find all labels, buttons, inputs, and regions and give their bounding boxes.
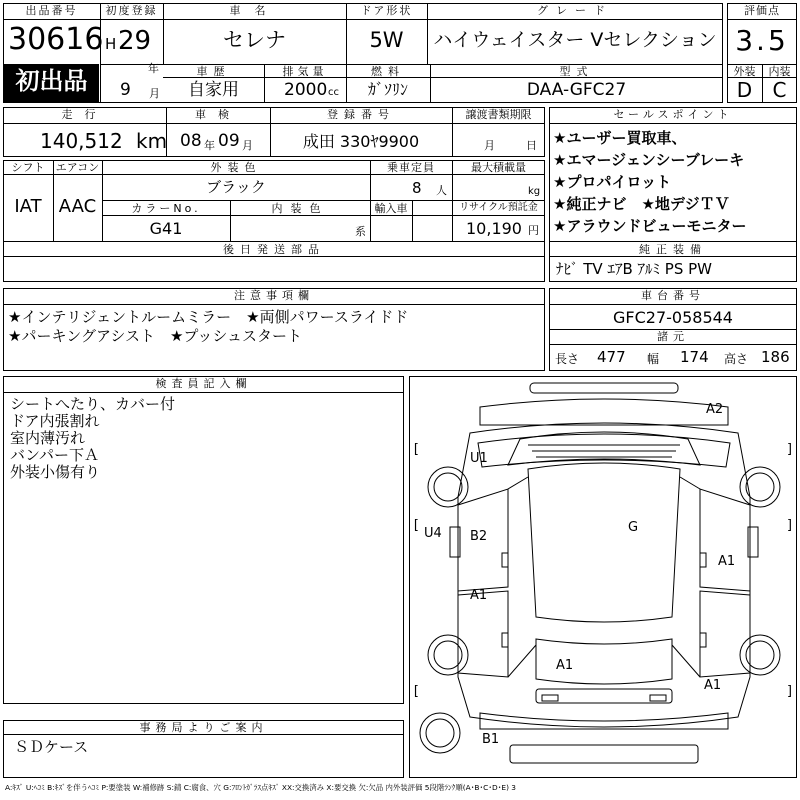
factory-equipment: ﾅﾋﾞ TV ｴｱB ｱﾙﾐ PS PW bbox=[556, 260, 712, 278]
shift-label: シフト bbox=[11, 161, 45, 174]
era: H bbox=[105, 35, 117, 53]
inspector-label: 検査員記入欄 bbox=[155, 377, 252, 390]
inspection-month-unit: 月 bbox=[242, 139, 253, 152]
inspection-month: 09 bbox=[218, 131, 240, 151]
transfer-day-unit: 日 bbox=[526, 139, 537, 152]
capacity-unit: 人 bbox=[436, 184, 447, 197]
damage-mark-b2: B2 bbox=[470, 529, 488, 544]
svg-text:[: [ bbox=[412, 684, 420, 699]
sales-point-item: ★エマージェンシーブレーキ bbox=[553, 151, 745, 169]
chassis-number: GFC27-058544 bbox=[613, 308, 733, 327]
transfer-deadline-label: 譲渡書類期限 bbox=[465, 108, 532, 121]
inspector-line: 室内薄汚れ bbox=[10, 429, 86, 447]
car-name-label: 車名 bbox=[229, 4, 280, 17]
capacity-label: 乗車定員 bbox=[387, 161, 435, 174]
inspector-line: ドア内張割れ bbox=[10, 412, 100, 430]
inspection-year: 08 bbox=[180, 131, 202, 151]
sales-point-item: ★ユーザー買取車、 bbox=[553, 129, 687, 147]
interior-grade-label: 内装 bbox=[768, 65, 791, 78]
office-note: ＳＤケース bbox=[14, 738, 89, 756]
inspection-year-unit: 年 bbox=[204, 139, 215, 152]
factory-equipment-label: 純正装備 bbox=[639, 243, 707, 256]
color-no-label: カラーNo. bbox=[131, 202, 201, 215]
length-label: 長さ bbox=[555, 352, 580, 366]
svg-text:[: [ bbox=[412, 518, 420, 533]
import-label: 輸入車 bbox=[374, 202, 408, 215]
car-diagram bbox=[409, 376, 797, 778]
fuel: ｶﾞｿﾘﾝ bbox=[367, 80, 408, 99]
sales-point-item: ★プロパイロット bbox=[553, 173, 672, 191]
damage-mark-a1-bottom-right: A1 bbox=[704, 678, 722, 693]
interior-grade: C bbox=[772, 78, 787, 102]
width-label: 幅 bbox=[647, 352, 660, 366]
exterior-grade: D bbox=[736, 78, 753, 102]
year-unit: 年 bbox=[148, 62, 159, 75]
svg-text:]: ] bbox=[786, 684, 794, 699]
color-no: G41 bbox=[149, 219, 183, 238]
damage-legend: A:ｷｽﾞ U:ﾍｺﾐ B:ｷｽﾞを伴うﾍｺﾐ P:要塗装 W:補修跡 S:錆 C:腐食、穴 G:ﾌﾛﾝﾄｶﾞﾗｽ点ｷｽﾞ XX:交換済み X:要交換 欠:欠品 内外装評価 5段階ﾗﾝｸ順(A･B･C･D･E) 3 bbox=[5, 783, 517, 792]
interior-color-label: 内装色 bbox=[271, 202, 329, 215]
mileage-unit: km bbox=[136, 129, 168, 153]
damage-mark-u1: U1 bbox=[470, 451, 488, 466]
length: 477 bbox=[597, 348, 626, 366]
svg-text:[: [ bbox=[412, 442, 420, 457]
inspector-line: バンパー下Ａ bbox=[10, 446, 99, 464]
note-line: ★パーキングアシスト ★プッシュスタート bbox=[8, 327, 303, 345]
fuel-label: 燃料 bbox=[371, 65, 405, 78]
aircon: AAC bbox=[58, 196, 97, 217]
displacement-unit: cc bbox=[328, 87, 339, 98]
model-code-label: 型式 bbox=[559, 65, 594, 78]
dimensions-label: 諸元 bbox=[657, 330, 689, 343]
damage-mark-a1-bottom: A1 bbox=[556, 658, 574, 673]
height-label: 高さ bbox=[724, 352, 749, 366]
transfer-month-unit: 月 bbox=[484, 139, 495, 152]
height: 186 bbox=[761, 348, 790, 366]
displacement-label: 排気量 bbox=[282, 65, 328, 78]
displacement: 2000 bbox=[284, 80, 328, 100]
specs-grid bbox=[3, 160, 545, 282]
office-label: 事務局よりご案内 bbox=[139, 721, 268, 734]
registration-number-label: 登録番号 bbox=[327, 108, 395, 121]
exterior-color: ブラック bbox=[206, 178, 266, 196]
recycle-fee: 10,190 bbox=[466, 219, 522, 238]
score-label: 評価点 bbox=[744, 4, 780, 17]
chassis-label: 車台番号 bbox=[641, 289, 705, 302]
later-parts-label: 後日発送部品 bbox=[223, 243, 325, 256]
mileage-label: 走行 bbox=[61, 108, 108, 121]
model-code: DAA-GFC27 bbox=[526, 80, 627, 100]
door-type: 5W bbox=[369, 28, 404, 52]
capacity: 8 bbox=[412, 179, 422, 197]
aircon-label: エアコン bbox=[55, 161, 100, 174]
width: 174 bbox=[680, 348, 709, 366]
grade: ハイウェイスター Vセレクション bbox=[433, 29, 717, 51]
score-value: 3.5 bbox=[735, 24, 789, 57]
vehicle-history: 自家用 bbox=[188, 80, 239, 100]
vehicle-history-label: 車歴 bbox=[196, 65, 231, 78]
damage-mark-u4: U4 bbox=[424, 526, 442, 541]
damage-mark-b1: B1 bbox=[482, 732, 500, 747]
registration-month: 9 bbox=[120, 80, 131, 100]
sales-points-label: セールスポイント bbox=[613, 108, 733, 121]
damage-mark-a2: A2 bbox=[706, 402, 724, 417]
interior-color-suffix: 系 bbox=[355, 225, 366, 238]
notes-label: 注意事項欄 bbox=[234, 289, 314, 302]
inspector-line: 外装小傷有り bbox=[10, 463, 101, 481]
exterior-grade-label: 外装 bbox=[733, 65, 756, 78]
car-outline-icon bbox=[410, 377, 798, 779]
damage-mark-g: G bbox=[628, 520, 639, 535]
damage-mark-a1-left: A1 bbox=[470, 588, 488, 603]
month-unit: 月 bbox=[149, 87, 160, 100]
exterior-color-label: 外装色 bbox=[210, 161, 262, 174]
svg-text:]: ] bbox=[786, 442, 794, 457]
damage-mark-a1-right: A1 bbox=[718, 554, 736, 569]
recycle-unit: 円 bbox=[528, 224, 539, 237]
sales-point-item: ★純正ナビ ★地デジＴＶ bbox=[553, 195, 730, 213]
recycle-label: リサイクル預託金 bbox=[459, 202, 538, 213]
note-line: ★インテリジェントルームミラー ★両側パワースライドド bbox=[8, 308, 409, 326]
sales-point-item: ★アラウンドビューモニター bbox=[553, 217, 747, 235]
door-type-label: ドア形状 bbox=[360, 4, 413, 17]
mileage: 140,512 bbox=[40, 129, 123, 153]
inspector-line: シートへたり、カバー付 bbox=[10, 395, 176, 413]
svg-text:]: ] bbox=[786, 518, 794, 533]
first-listing-badge: 初出品 bbox=[4, 64, 99, 102]
registration-year: 29 bbox=[118, 26, 152, 56]
car-name: セレナ bbox=[223, 28, 286, 52]
lot-number-label: 出品番号 bbox=[25, 4, 78, 17]
lot-number: 30616 bbox=[8, 22, 104, 57]
grade-label: グレード bbox=[537, 4, 613, 17]
max-load-label: 最大積載量 bbox=[471, 161, 526, 174]
inspection-label: 車検 bbox=[195, 108, 241, 121]
first-registration-label: 初度登録 bbox=[105, 4, 158, 17]
shift: IAT bbox=[14, 196, 42, 217]
max-load-unit: kg bbox=[528, 186, 541, 197]
registration-number: 成田 330ﾔ9900 bbox=[302, 132, 420, 151]
